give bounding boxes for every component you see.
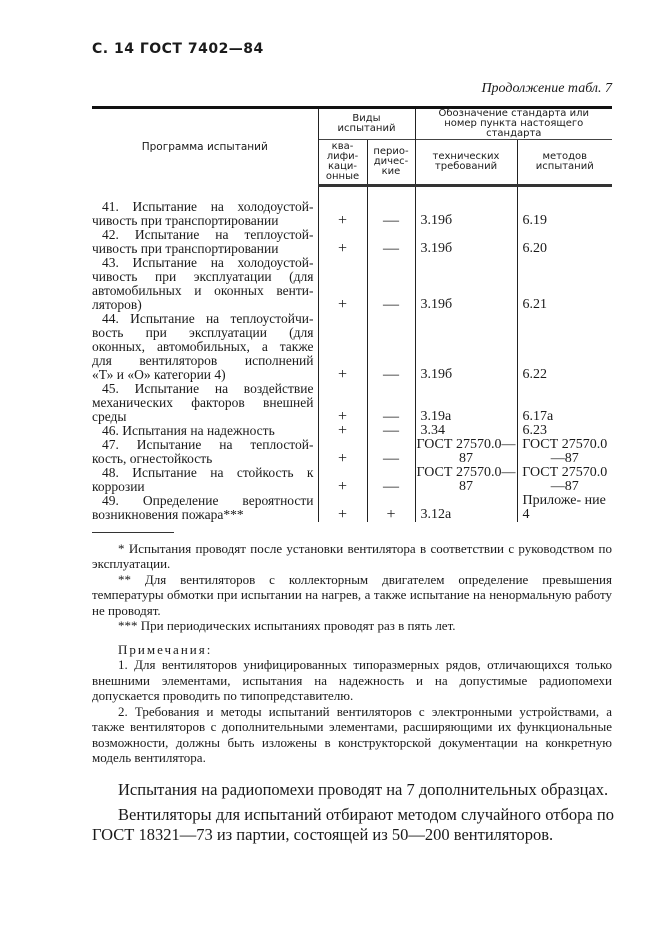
row-tech: 3.19б [415,228,517,256]
row-qual: + [318,494,367,522]
table-row [92,438,612,466]
row-period: — [367,438,415,466]
table-row [92,466,612,494]
page-header: С. 14 ГОСТ 7402—84 [92,41,264,57]
row-methods: ГОСТ 27570.0—87 [517,466,612,494]
row-tech: 3.12а [415,494,517,522]
table-row [92,256,612,312]
program-line: кость, огнестойкость [92,450,213,466]
program-line: оконных, автомобильных, а также [92,338,314,354]
footnotes [92,541,612,766]
program-line: коррозии [92,478,145,494]
col-methods-header: методов испытаний [517,140,612,186]
program-line: вость при эксплуатации (для [92,324,314,340]
row-methods: 6.20 [517,228,612,256]
col-tech-header: технических требований [415,140,517,186]
table-row [92,228,612,256]
program-line: 46. Испытания на надежность [102,422,275,438]
program-line: 44. Испытание на теплоустойчи- [102,310,314,326]
program-line: 42. Испытание на теплоустой- [102,226,314,242]
body-text [92,780,614,845]
footnote-divider [92,532,174,533]
program-line: чивость при транспортировании [92,240,279,256]
row-qual: + [318,228,367,256]
program-line: для вентиляторов исполнений [92,352,314,368]
row-period: — [367,466,415,494]
program-line: автомобильных и оконных венти- [92,282,314,298]
row-program [92,312,318,382]
program-line: 45. Испытание на воздействие [102,380,314,396]
notes-title: Примечания: [118,641,213,657]
program-line: 43. Испытание на холодоустой- [102,254,314,270]
row-period: — [367,312,415,382]
row-tech: 3.19б [415,256,517,312]
row-qual: + [318,466,367,494]
program-line: среды [92,408,127,424]
row-qual: + [318,186,367,228]
col-standard-header: Обозначение стандарта или номер пункта настоящего стандарта [415,108,612,140]
row-qual: + [318,424,367,438]
col-types-header: Виды испытаний [318,108,415,140]
row-tech: 3.34 [415,424,517,438]
table-continuation-label: Продолжение табл. 7 [481,81,612,96]
row-methods: 6.23 [517,424,612,438]
row-qual: + [318,438,367,466]
program-line: 49. Определение вероятности [102,492,314,508]
paragraph: Испытания на радиопомехи проводят на 7 дополнительных образцах. [118,779,609,799]
footnote: ** Для вентиляторов с коллекторным двигателем определение превышения температуры обмотки при испытании на нагрев, а также испытание на ненормальную работу не проводят. [92,571,612,618]
program-line: 41. Испытание на холодоустой- [102,198,314,214]
program-line: 47. Испытание на теплостой- [102,436,314,452]
program-line: ляторов) [92,296,142,312]
row-methods: 6.19 [517,186,612,228]
row-tech: 3.19б [415,186,517,228]
row-program [92,494,318,522]
row-qual: + [318,382,367,424]
row-program [92,228,318,256]
row-period: — [367,382,415,424]
row-tech: 3.19б [415,312,517,382]
row-tech: ГОСТ 27570.0—87 [416,436,516,466]
table-row [92,186,612,228]
col-program-header: Программа испытаний [92,108,318,186]
program-line: чивость при эксплуатации (для [92,268,314,284]
footnote: *** При периодических испытаниях проводят раз в пять лет. [118,618,456,633]
paragraph: Вентиляторы для испытаний отбирают методом случайного отбора по ГОСТ 18321—73 из партии, состоящей из 50—200 вентиляторов. [92,805,614,844]
row-methods: 6.17а [517,382,612,424]
table-row [92,494,612,522]
program-line: «Т» и «О» категории 4) [92,366,226,382]
footnote: * Испытания проводят после установки вентилятора в соответствии с руководством по эксплуатации. [92,540,612,571]
table-row [92,312,612,382]
row-qual: + [318,312,367,382]
row-period: — [367,424,415,438]
row-methods: ГОСТ 27570.0—87 [517,438,612,466]
row-methods: 6.22 [517,312,612,382]
row-program [92,256,318,312]
test-program-table [92,106,612,522]
program-line: возникновения пожара*** [92,506,244,522]
row-program [92,438,318,466]
note: 1. Для вентиляторов унифицированных типоразмерных рядов, отличающихся только внешними элементами, испытания на надежность и на допустимые радиопомехи допускается проводить по типопредставителю. [92,657,612,703]
row-qual: + [318,256,367,312]
program-line: чивость при транспортировании [92,212,279,228]
program-line: 48. Испытание на стойкость к [102,464,314,480]
row-period: + [367,494,415,522]
row-tech: 3.19а [415,382,517,424]
row-methods: 6.21 [517,256,612,312]
note: 2. Требования и методы испытаний вентиляторов с электронными устройствами, а также вентиляторов с дополнительными элементами, расширяющими их функциональные возможности, должны быть изложены в конструкторской документации на конкретную модель вентилятора. [92,703,612,765]
col-period-header: перио- дичес- кие [367,140,415,186]
row-program [92,424,318,438]
row-period: — [367,186,415,228]
row-program [92,382,318,424]
table-row [92,424,612,438]
row-program [92,186,318,228]
program-line: механических факторов внешней [92,394,314,410]
row-program [92,466,318,494]
col-qual-header: ква- лифи- каци- онные [318,140,367,186]
row-tech: ГОСТ 27570.0—87 [416,464,516,494]
row-period: — [367,228,415,256]
table-row [92,382,612,424]
row-methods: Приложе- ние 4 [517,494,612,522]
row-period: — [367,256,415,312]
